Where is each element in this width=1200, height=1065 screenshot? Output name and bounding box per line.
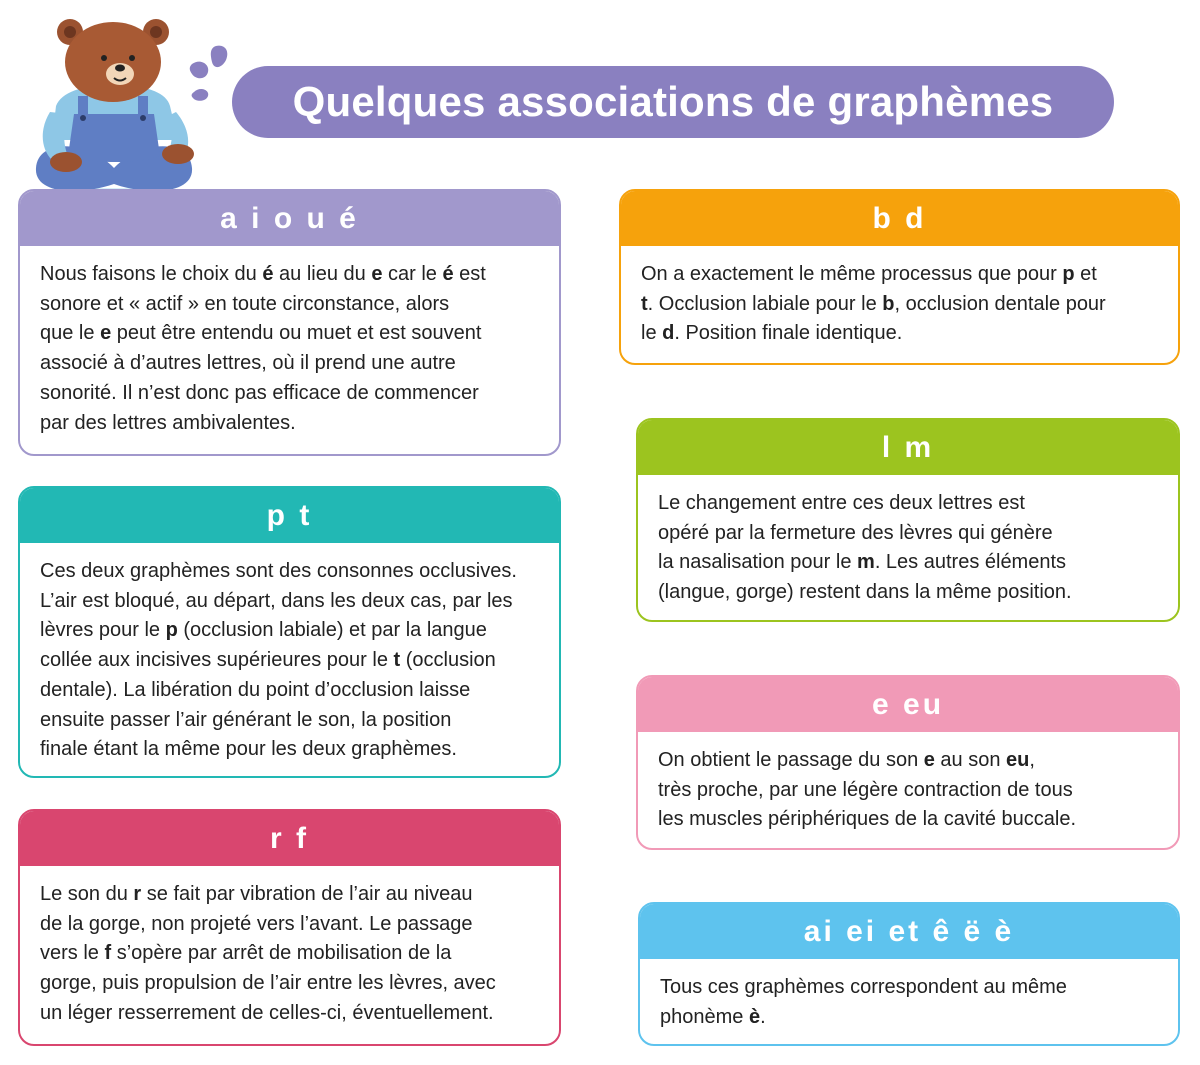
card-text (20, 866, 559, 1029)
card-ai (638, 902, 1180, 1046)
text-line: vers le f s’opère par arrêt de mobilisation de la (40, 942, 452, 965)
text-line: Tous ces graphèmes correspondent au même (660, 976, 1067, 998)
text-line: le d. Position finale identique. (641, 322, 903, 345)
text-line: Ces deux graphèmes sont des consonnes occlusives. (40, 560, 517, 582)
text-line: gorge, puis propulsion de l’air entre les lèvres, avec (40, 972, 496, 995)
card-heading: e eu (638, 677, 1178, 732)
text-line: de la gorge, non projeté vers l’avant. Le passage (40, 912, 473, 935)
text-line: finale étant la même pour les deux graphèmes. (40, 738, 457, 761)
card-heading: a i o u é (20, 191, 559, 246)
text-line: Le son du r se fait par vibration de l’air au niveau (40, 883, 473, 905)
card-heading: p t (20, 488, 559, 543)
text-line: phonème è. (660, 1005, 766, 1028)
card-text (621, 246, 1178, 349)
card-text (640, 959, 1178, 1032)
text-line: sonore et « actif » en toute circonstance, alors (40, 292, 450, 315)
text-line: dentale). La libération du point d’occlusion laisse (40, 678, 471, 701)
text-line: ensuite passer l’air générant le son, la position (40, 708, 452, 731)
text-line: L’air est bloqué, au départ, dans les deux cas, par les (40, 589, 513, 612)
text-line: Nous faisons le choix du é au lieu du e car le é est (40, 263, 486, 285)
text-line: que le e peut être entendu ou muet et est souvent (40, 322, 482, 345)
card-text (638, 475, 1178, 608)
text-line: collée aux incisives supérieures pour le t (occlusion (40, 649, 496, 672)
card-text (20, 246, 559, 438)
text-line: Le changement entre ces deux lettres est (658, 492, 1025, 514)
text-line: (langue, gorge) restent dans la même position. (658, 581, 1072, 604)
card-heading: r f (20, 811, 559, 866)
text-line: un léger resserrement de celles-ci, éventuellement. (40, 1001, 494, 1024)
text-line: sonorité. Il n’est donc pas efficace de commencer (40, 381, 479, 404)
card-bd (619, 189, 1180, 365)
card-text (638, 732, 1178, 835)
card-aioue (18, 189, 561, 456)
text-line: On obtient le passage du son e au son eu, (658, 749, 1035, 771)
text-line: les muscles périphériques de la cavité buccale. (658, 808, 1076, 831)
card-eeu (636, 675, 1180, 850)
card-heading: l m (638, 420, 1178, 475)
card-rf (18, 809, 561, 1046)
text-line: très proche, par une légère contraction de tous (658, 778, 1073, 801)
card-pt (18, 486, 561, 778)
text-line: On a exactement le même processus que pour p et (641, 263, 1097, 285)
bear-mascot-icon (28, 18, 198, 200)
card-lm (636, 418, 1180, 622)
text-line: t. Occlusion labiale pour le b, occlusion dentale pour (641, 292, 1106, 315)
card-heading: b d (621, 191, 1178, 246)
text-line: la nasalisation pour le m. Les autres éléments (658, 551, 1067, 574)
card-heading: ai ei et ê ë è (640, 904, 1178, 959)
text-line: par des lettres ambivalentes. (40, 411, 296, 434)
card-text (20, 543, 559, 765)
text-line: lèvres pour le p (occlusion labiale) et par la langue (40, 619, 487, 642)
text-line: associé à d’autres lettres, où il prend une autre (40, 352, 456, 375)
text-line: opéré par la fermeture des lèvres qui génère (658, 521, 1053, 544)
page-title: Quelques associations de graphèmes (232, 66, 1114, 138)
